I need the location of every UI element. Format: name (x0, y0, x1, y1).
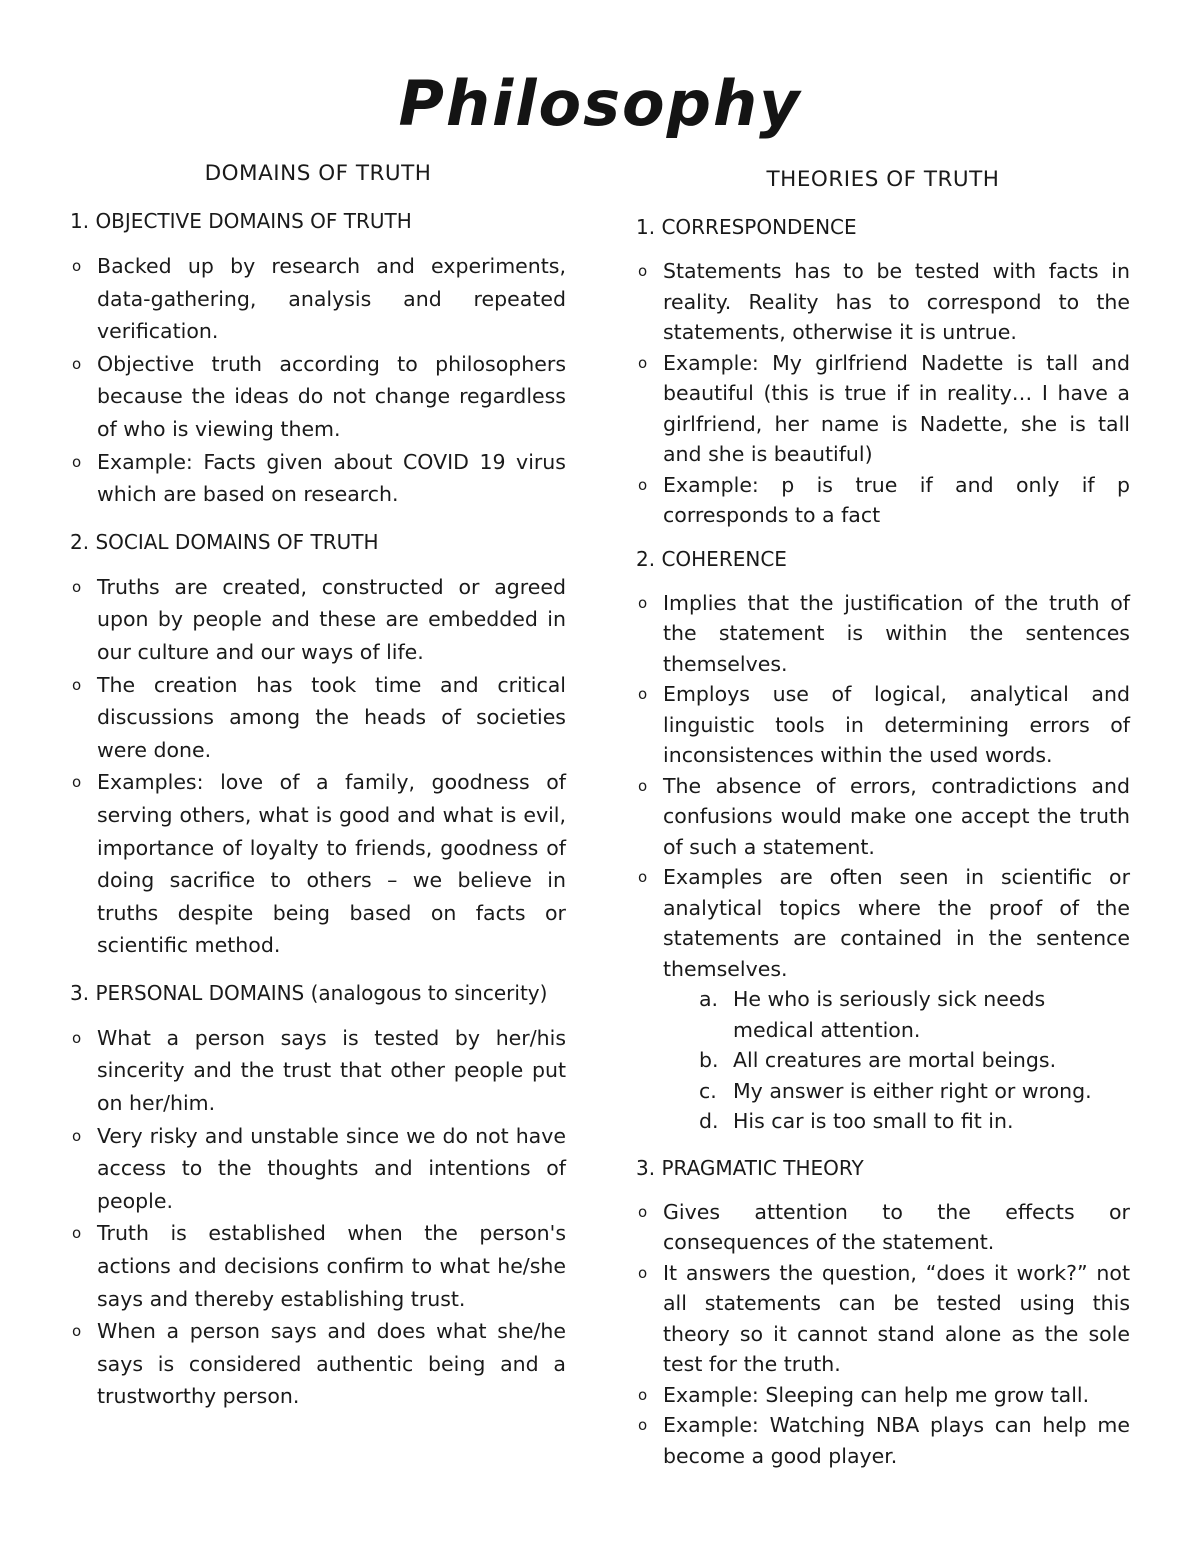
bullet-icon: o (638, 593, 648, 612)
example-letter: c. (699, 1078, 717, 1103)
domains-column (70, 158, 566, 1428)
list-item (70, 348, 566, 446)
example-item (699, 1076, 1130, 1107)
bullet-icon: o (638, 1263, 648, 1282)
example-text: He who is seriously sick needs medical attention. (733, 987, 1046, 1042)
section-heading: 1. OBJECTIVE DOMAINS OF TRUTH (70, 209, 412, 233)
list-item-text: Examples are often seen in scientific or analytical topics where the proof of the statements are contained in the sentence themselves. (663, 865, 1130, 981)
example-item (699, 1106, 1130, 1137)
list-item (636, 771, 1130, 863)
list-item-text: It answers the question, “does it work?” not all statements can be tested using this theory so it cannot stand alone as the sole test for the truth. (663, 1260, 1130, 1376)
bullet-icon: o (638, 475, 648, 494)
section-heading: 2. SOCIAL DOMAINS OF TRUTH (70, 529, 379, 554)
bullet-icon: o (72, 257, 82, 275)
list-item-text: Example: Watching NBA plays can help me become a good player. (663, 1413, 1130, 1468)
bullet-list (70, 571, 566, 962)
bullet-icon: o (638, 262, 648, 280)
example-text: My answer is either right or wrong. (733, 1078, 1092, 1103)
example-text: All creatures are mortal beings. (733, 1048, 1057, 1072)
list-item-text: Implies that the justification of the truth of the statement is within the sentences themselves. (663, 590, 1130, 676)
bullet-icon: o (638, 685, 648, 703)
bullet-list (636, 256, 1130, 531)
list-item (636, 470, 1130, 531)
list-item-text: The creation has took time and critical discussions among the heads of societies were done. (97, 672, 566, 762)
list-item-text: Objective truth according to philosophers because the ideas do not change regardless of who is viewing them. (97, 351, 566, 441)
list-item-text: Example: Facts given about COVID 19 virus which are based on research. (97, 449, 566, 507)
bullet-list (70, 250, 566, 511)
list-item-text: The absence of errors, contradictions and confusions would make one accept the truth of such a statement. (663, 773, 1130, 859)
page-title: Philosophy (398, 67, 802, 140)
bullet-icon: o (72, 1028, 82, 1047)
bullet-icon: o (72, 354, 82, 373)
list-item-text: Gives attention to the effects or consequences of the statement. (663, 1199, 1130, 1254)
section-heading: 1. CORRESPONDENCE (636, 215, 857, 239)
list-item (70, 571, 566, 669)
bullet-icon: o (638, 868, 648, 886)
bullet-icon: o (72, 773, 82, 792)
bullet-list (636, 588, 1130, 1137)
list-item-text: Truth is established when the person's actions and decisions confirm to what he/she says and thereby establishing trust. (97, 1221, 566, 1311)
bullet-list (70, 1022, 566, 1413)
list-item (636, 348, 1130, 470)
bullet-icon: o (638, 1416, 648, 1434)
section-heading: 3. PRAGMATIC THEORY (636, 1155, 864, 1180)
bullet-icon: o (72, 1224, 82, 1243)
list-item (636, 862, 1130, 1137)
list-item (70, 1217, 566, 1315)
list-item-text: Example: p is true if and only if p corresponds to a fact (663, 472, 1130, 527)
list-item (70, 669, 566, 767)
list-item-text: Examples: love of a family, goodness of serving others, what is good and what is evil, importance of loyalty to friends, goodness of doing sacrifice to others – we believe in truths despite being based on facts or scientific method. (97, 770, 566, 958)
list-item-text: When a person says and does what she/he says is considered authentic being and a trustworthy person. (97, 1319, 566, 1409)
list-item (636, 1258, 1130, 1380)
list-item (636, 1410, 1130, 1471)
column-heading: THEORIES OF TRUTH (766, 167, 1000, 192)
list-item (636, 256, 1130, 348)
list-item (636, 588, 1130, 680)
list-item-text: What a person says is tested by her/his sincerity and the trust that other people put on her/him. (97, 1025, 566, 1116)
bullet-list (636, 1197, 1130, 1472)
list-item (636, 1380, 1130, 1411)
bullet-icon: o (72, 577, 82, 596)
example-letter: b. (699, 1048, 719, 1072)
bullet-icon: o (72, 1322, 82, 1341)
column-heading: DOMAINS OF TRUTH (204, 161, 432, 186)
bullet-icon: o (72, 675, 82, 694)
list-item-text: Truths are created, constructed or agreed upon by people and these are embedded in our culture and our ways of life. (97, 574, 566, 664)
list-item (636, 679, 1130, 771)
list-item (70, 250, 566, 348)
list-item (70, 1022, 566, 1120)
bullet-icon: o (638, 1385, 648, 1404)
list-item-text: Employs use of logical, analytical and linguistic tools in determining errors of inconsistences within the used words. (663, 682, 1130, 767)
list-item-text: Very risky and unstable since we do not have access to the thoughts and intentions of people. (97, 1123, 566, 1213)
list-item-text: Example: My girlfriend Nadette is tall and beautiful (this is true if in reality… I have a girlfriend, her name is Nadette, she is tall and she is beautiful) (663, 350, 1130, 466)
example-letter: a. (699, 987, 719, 1011)
bullet-icon: o (638, 1202, 648, 1221)
theories-column (636, 164, 1130, 1486)
bullet-icon: o (638, 353, 648, 372)
bullet-icon: o (72, 1126, 82, 1145)
example-letter: d. (699, 1109, 719, 1133)
list-item-text: Backed up by research and experiments, data-gathering, analysis and repeated verification. (97, 254, 566, 344)
example-list (663, 984, 1130, 1137)
list-item (70, 1315, 566, 1413)
list-item (70, 1120, 566, 1218)
section-heading: 3. PERSONAL DOMAINS (analogous to sincerity) (70, 980, 548, 1005)
list-item (70, 766, 566, 962)
bullet-icon: o (72, 452, 82, 471)
example-item (699, 984, 1130, 1045)
bullet-icon: o (638, 776, 648, 795)
list-item-text: Example: Sleeping can help me grow tall. (663, 1382, 1090, 1407)
example-text: His car is too small to fit in. (733, 1109, 1014, 1133)
list-item (636, 1197, 1130, 1258)
section-heading: 2. COHERENCE (636, 546, 787, 571)
example-item (699, 1045, 1130, 1076)
list-item (70, 446, 566, 511)
list-item-text: Statements has to be tested with facts in reality. Reality has to correspond to the statements, otherwise it is untrue. (663, 259, 1130, 344)
